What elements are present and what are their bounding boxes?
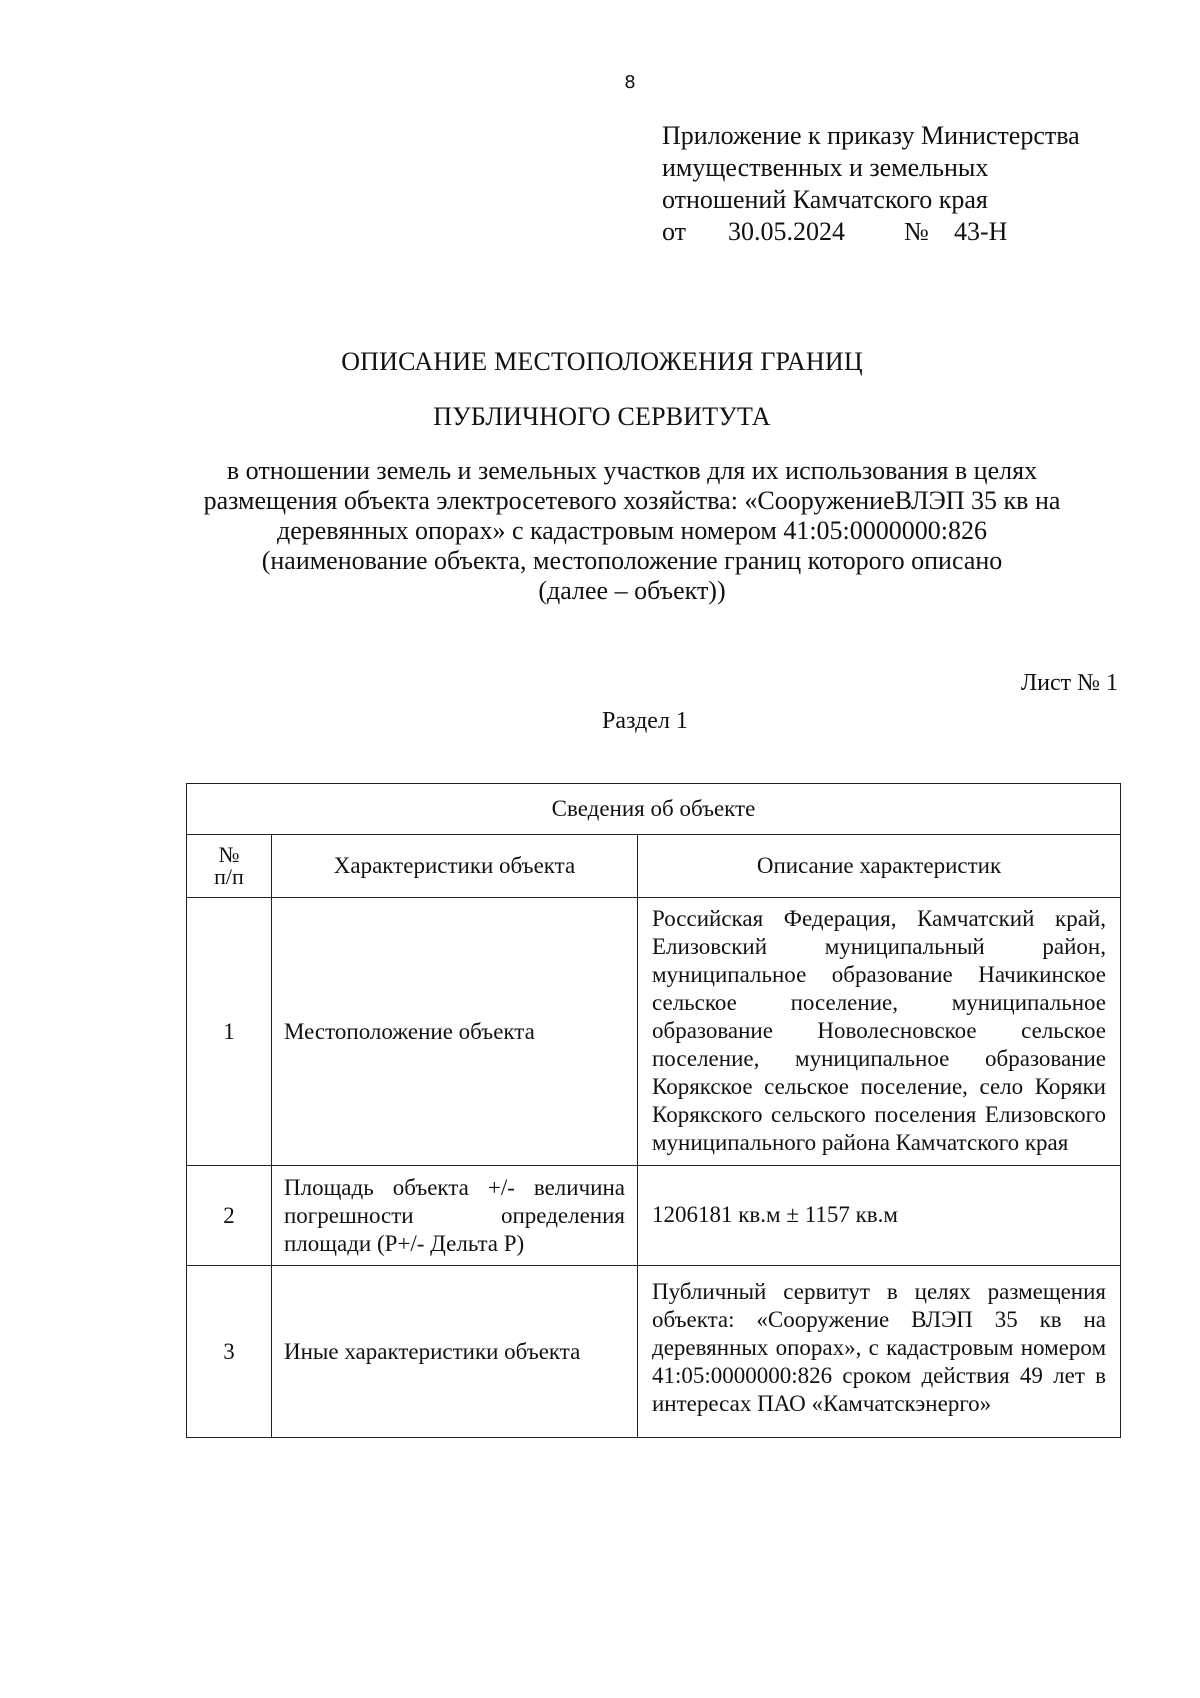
subtitle-line-3: деревянных опорах» с кадастровым номером 41:05:0000000:826 bbox=[277, 516, 987, 545]
appendix-block bbox=[662, 120, 1142, 248]
subtitle-line-1: в отношении земель и земельных участков для их использования в целях bbox=[226, 456, 1038, 485]
row-number: 1 bbox=[187, 898, 272, 1166]
appendix-line-1: Приложение к приказу Министерства bbox=[662, 121, 1080, 150]
row-number: 2 bbox=[187, 1166, 272, 1266]
order-line bbox=[662, 216, 1142, 248]
order-date: 30.05.2024 bbox=[728, 217, 845, 246]
header-characteristic: Характеристики объекта bbox=[272, 835, 638, 898]
document-subtitle bbox=[148, 456, 1116, 606]
row-characteristic: Площадь объекта +/- величина погрешности определения площади (Р+/- Дельта Р) bbox=[272, 1166, 638, 1266]
appendix-line-3: отношений Камчатского края bbox=[662, 185, 988, 214]
row-number: 3 bbox=[187, 1266, 272, 1438]
table-header-row bbox=[187, 835, 1121, 898]
subtitle-line-2: размещения объекта электросетевого хозяйства: «СооружениеВЛЭП 35 кв на bbox=[203, 486, 1061, 515]
subtitle-line-4: (наименование объекта, местоположение границ которого описано bbox=[261, 546, 1003, 575]
header-number bbox=[187, 835, 272, 898]
row-description: Публичный сервитут в целях размещения объекта: «Сооружение ВЛЭП 35 кв на деревянных опорах», с кадастровым номером 41:05:0000000:826 сроком действия 49 лет в интересах ПАО «Камчатскэнерго» bbox=[638, 1266, 1121, 1438]
table-row bbox=[187, 1166, 1121, 1266]
header-description: Описание характеристик bbox=[638, 835, 1121, 898]
page-number: 8 bbox=[624, 72, 636, 93]
title-line-2: ПУБЛИЧНОГО СЕРВИТУТА bbox=[433, 402, 771, 431]
row-description: Российская Федерация, Камчатский край, Елизовский муниципальный район, муниципальное образование Начикинское сельское поселение, муниципальное образование Новолесновское сельское поселение, муниципальное образование Корякское сельское поселение, село Коряки Корякского сельского поселения Елизовского муниципального района Камчатского края bbox=[638, 898, 1121, 1166]
table-caption: Сведения об объекте bbox=[187, 784, 1121, 835]
table-row bbox=[187, 1266, 1121, 1438]
sheet-label: Лист № 1 bbox=[1020, 670, 1118, 696]
row-characteristic: Местоположение объекта bbox=[272, 898, 638, 1166]
order-number-label: № bbox=[904, 217, 929, 246]
order-number: 43-Н bbox=[954, 217, 1008, 246]
subtitle-line-5: (далее – объект)) bbox=[538, 576, 726, 605]
appendix-line-2: имущественных и земельных bbox=[662, 153, 989, 182]
row-description: 1206181 кв.м ± 1157 кв.м bbox=[638, 1166, 1121, 1266]
table-caption-row bbox=[187, 784, 1121, 835]
section-label: Раздел 1 bbox=[602, 708, 688, 734]
order-from-label: от bbox=[662, 217, 687, 246]
row-characteristic: Иные характеристики объекта bbox=[272, 1266, 638, 1438]
header-number-line-2: п/п bbox=[214, 864, 244, 889]
table-row bbox=[187, 898, 1121, 1166]
title-line-1: ОПИСАНИЕ МЕСТОПОЛОЖЕНИЯ ГРАНИЦ bbox=[341, 347, 863, 376]
document-title bbox=[148, 346, 1056, 433]
header-number-line-1: № bbox=[218, 842, 240, 867]
object-info-table bbox=[186, 783, 1121, 1438]
